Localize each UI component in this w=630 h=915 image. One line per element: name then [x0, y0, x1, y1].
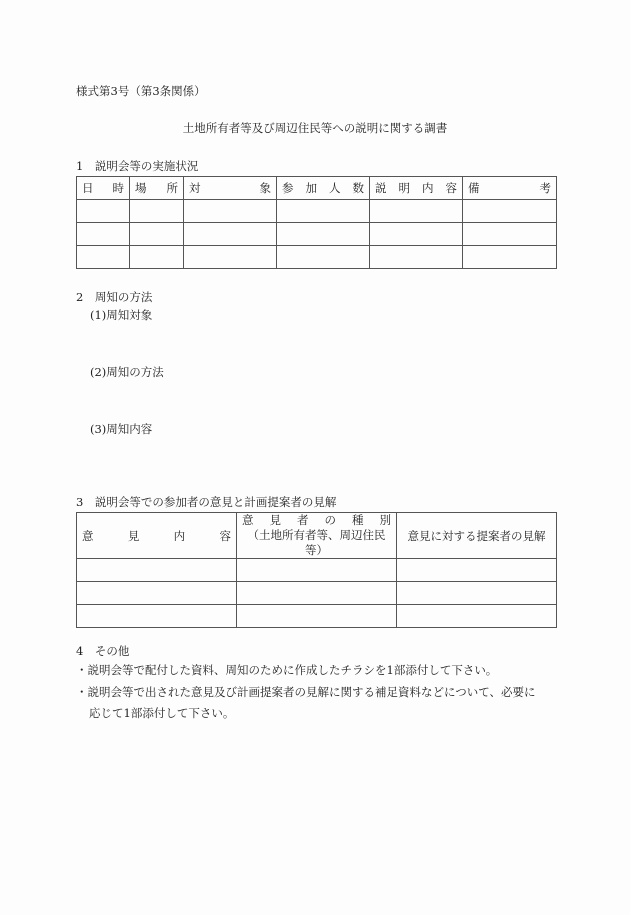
table-cell[interactable] [370, 246, 463, 269]
table-row [77, 246, 557, 269]
table-cell[interactable] [77, 200, 130, 223]
table-cell[interactable] [237, 582, 397, 605]
header-line-2: （土地所有者等、周辺住民等） [247, 528, 386, 557]
table-cell[interactable] [463, 246, 557, 269]
table-cell[interactable] [397, 582, 557, 605]
table-cell[interactable] [463, 200, 557, 223]
note-item-continuation: 応じて1部添付して下さい。 [89, 706, 235, 720]
table-cell[interactable] [77, 223, 130, 246]
table-cell[interactable] [130, 246, 184, 269]
table-cell[interactable] [77, 559, 237, 582]
table-cell[interactable] [184, 223, 277, 246]
header-remarks: 備 考 [463, 177, 557, 200]
table-cell[interactable] [130, 200, 184, 223]
table-row [77, 605, 557, 628]
form-number: 様式第3号（第3条関係） [76, 84, 206, 98]
notice-target-label: (1)周知対象 [90, 308, 153, 322]
document-title: 土地所有者等及び周辺住民等への説明に関する調書 [182, 121, 448, 135]
header-attendees: 参 加 人 数 [277, 177, 370, 200]
header-target: 対 象 [184, 177, 277, 200]
table-cell[interactable] [397, 559, 557, 582]
table-header-row [77, 177, 557, 200]
note-item: ・説明会等で配付した資料、周知のために作成したチラシを1部添付して下さい。 [76, 663, 498, 677]
section-3-heading: 3 説明会等での参加者の意見と計画提案者の見解 [76, 495, 337, 509]
header-content: 説 明 内 容 [370, 177, 463, 200]
section-1-heading: 1 説明会等の実施状況 [76, 159, 199, 173]
table-cell[interactable] [277, 246, 370, 269]
table-cell[interactable] [370, 200, 463, 223]
header-opinion-content: 意 見 内 容 [77, 513, 237, 559]
section-2-heading: 2 周知の方法 [76, 290, 153, 304]
section-4-heading: 4 その他 [76, 644, 130, 658]
table-cell[interactable] [237, 559, 397, 582]
table-cell[interactable] [77, 246, 130, 269]
table-row [77, 200, 557, 223]
table-cell[interactable] [184, 200, 277, 223]
table-row [77, 559, 557, 582]
table-row [77, 223, 557, 246]
header-proposer-view: 意見に対する提案者の見解 [397, 513, 557, 559]
header-line-1: 意 見 者 の 種 別 [242, 513, 391, 527]
table-cell[interactable] [277, 223, 370, 246]
table-cell[interactable] [277, 200, 370, 223]
table-cell[interactable] [130, 223, 184, 246]
opinions-table [76, 512, 557, 628]
table-cell[interactable] [370, 223, 463, 246]
table-cell[interactable] [397, 605, 557, 628]
note-item: ・説明会等で出された意見及び計画提案者の見解に関する補足資料などについて、必要に [76, 685, 536, 699]
header-opinion-holder-type [237, 513, 397, 559]
table-cell[interactable] [77, 582, 237, 605]
header-location: 場 所 [130, 177, 184, 200]
header-datetime: 日 時 [77, 177, 130, 200]
table-cell[interactable] [463, 223, 557, 246]
table-cell[interactable] [237, 605, 397, 628]
table-header-row [77, 513, 557, 559]
table-cell[interactable] [184, 246, 277, 269]
notice-content-label: (3)周知内容 [90, 422, 153, 436]
table-cell[interactable] [77, 605, 237, 628]
table-row [77, 582, 557, 605]
notice-method-label: (2)周知の方法 [90, 365, 164, 379]
briefing-status-table [76, 176, 557, 269]
